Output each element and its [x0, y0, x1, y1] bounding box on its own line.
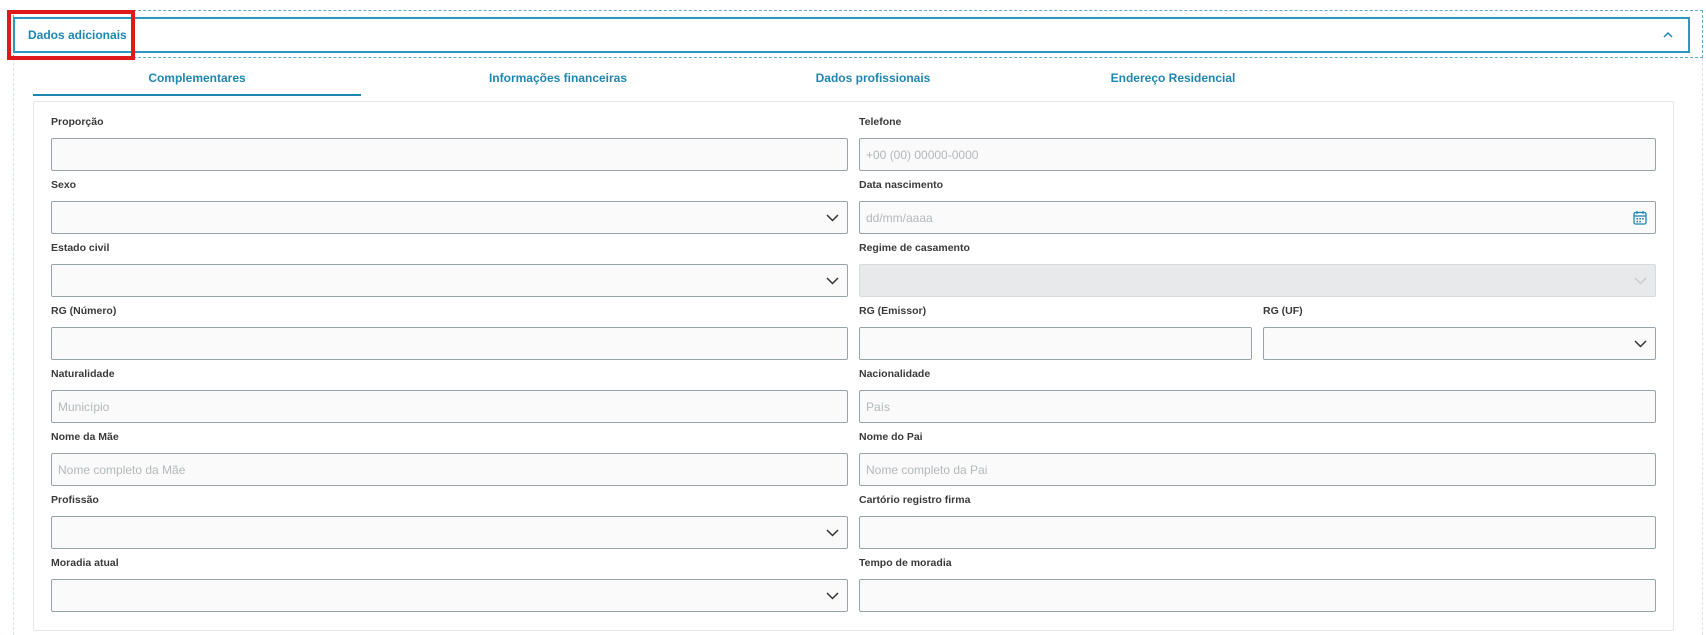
proporcao-label: Proporção — [51, 116, 104, 128]
tempo-moradia-input[interactable] — [859, 579, 1656, 612]
cartorio-input[interactable] — [859, 516, 1656, 549]
profissao-label: Profissão — [51, 494, 99, 506]
additional-data-panel-header[interactable] — [13, 17, 1690, 53]
rg-emissor-label: RG (Emissor) — [859, 305, 927, 317]
naturalidade-placeholder: Município — [58, 400, 110, 414]
data-nascimento-input[interactable] — [859, 201, 1656, 234]
rg-uf-select[interactable] — [1263, 327, 1656, 360]
nacionalidade-placeholder: País — [866, 400, 891, 414]
tab-complementares[interactable]: Complementares — [33, 66, 361, 96]
rg-numero-input[interactable] — [51, 327, 848, 360]
nome-mae-label: Nome da Mãe — [51, 431, 119, 443]
rg-numero-label: RG (Número) — [51, 305, 117, 317]
tab-bar — [33, 66, 1673, 96]
calendar-icon[interactable] — [1633, 210, 1647, 225]
tab-endereco-residencial[interactable]: Endereço Residencial — [1110, 71, 1236, 85]
sexo-select[interactable] — [51, 201, 848, 234]
estado-civil-label: Estado civil — [51, 242, 110, 254]
nome-pai-input[interactable] — [859, 453, 1656, 486]
profissao-select[interactable] — [51, 516, 848, 549]
sexo-label: Sexo — [51, 179, 77, 191]
naturalidade-label: Naturalidade — [51, 368, 115, 380]
chevron-down-icon — [1634, 339, 1647, 349]
data-nascimento-label: Data nascimento — [859, 179, 944, 191]
rg-uf-label: RG (UF) — [1263, 305, 1303, 317]
regime-casamento-select — [859, 264, 1656, 297]
naturalidade-input[interactable] — [51, 390, 848, 423]
estado-civil-select[interactable] — [51, 264, 848, 297]
chevron-down-icon — [826, 276, 839, 286]
nome-mae-placeholder: Nome completo da Mãe — [58, 463, 186, 477]
telefone-label: Telefone — [859, 116, 902, 128]
tab-informacoes-financeiras[interactable]: Informações financeiras — [488, 71, 628, 85]
nome-mae-input[interactable] — [51, 453, 848, 486]
chevron-down-icon — [826, 528, 839, 538]
telefone-placeholder: +00 (00) 00000-0000 — [866, 148, 979, 162]
chevron-down-icon — [1634, 276, 1647, 286]
moradia-atual-label: Moradia atual — [51, 557, 119, 569]
rg-emissor-input[interactable] — [859, 327, 1252, 360]
panel-title: Dados adicionais — [28, 28, 127, 42]
form-card — [33, 101, 1674, 631]
data-nascimento-placeholder: dd/mm/aaaa — [866, 211, 933, 225]
chevron-down-icon — [826, 591, 839, 601]
cartorio-label: Cartório registro firma — [859, 494, 971, 506]
nacionalidade-input[interactable] — [859, 390, 1656, 423]
nacionalidade-label: Nacionalidade — [859, 368, 931, 380]
nome-pai-label: Nome do Pai — [859, 431, 923, 443]
chevron-down-icon — [826, 213, 839, 223]
telefone-input[interactable] — [859, 138, 1656, 171]
regime-casamento-label: Regime de casamento — [859, 242, 970, 254]
chevron-up-icon[interactable] — [1662, 29, 1674, 41]
nome-pai-placeholder: Nome completo da Pai — [866, 463, 988, 477]
tempo-moradia-label: Tempo de moradia — [859, 557, 952, 569]
moradia-atual-select[interactable] — [51, 579, 848, 612]
tab-dados-profissionais[interactable]: Dados profissionais — [815, 71, 931, 85]
proporcao-input[interactable] — [51, 138, 848, 171]
